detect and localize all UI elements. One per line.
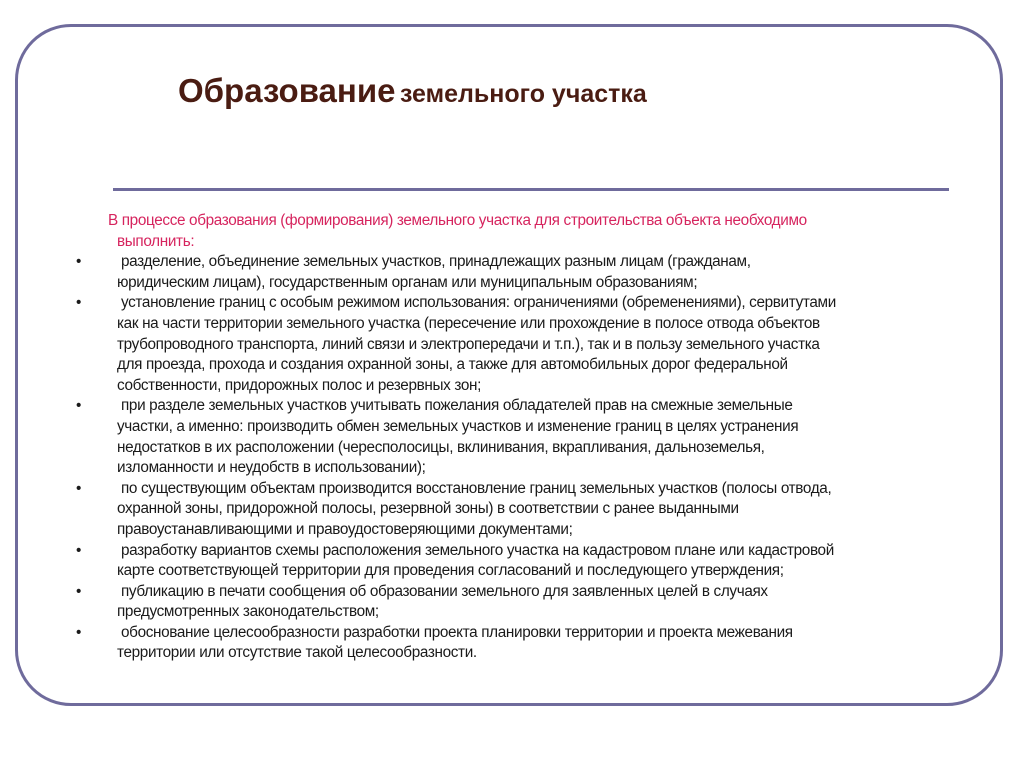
list-item-line: публикацию в печати сообщения об образовании земельного для заявленных целей в случаях (121, 582, 768, 600)
list-item-line: при разделе земельных участков учитывать пожелания обладателей прав на смежные земельные (121, 397, 793, 415)
list-item-line: предусмотренных законодательством; (117, 603, 379, 621)
list-item-line: изломанности и неудобств в использовании); (117, 459, 426, 477)
list-item-line: правоустанавливающими и правоудостоверяющими документами; (117, 520, 573, 538)
list-item (0, 541, 1024, 582)
title-sub: земельного участка (399, 80, 647, 108)
bullet-icon: • (76, 294, 82, 312)
bullet-icon: • (76, 541, 82, 559)
list-item-line: как на части территории земельного участка (пересечение или прохождение в полосе отвода объектов (117, 314, 820, 332)
intro-line: выполнить: (117, 232, 195, 250)
list-item-line: разработку вариантов схемы расположения земельного участка на кадастровом плане или кадастровой (121, 541, 834, 559)
list-item-line: участки, а именно: производить обмен земельных участков и изменение границ в целях устранения (117, 417, 799, 435)
list-item (0, 396, 1024, 478)
list-item-line: обоснование целесообразности разработки проекта планировки территории и проекта межевания (121, 623, 793, 641)
list-item (0, 479, 1024, 541)
bullet-icon: • (76, 479, 82, 497)
list-item-line: для проезда, прохода и создания охранной зоны, а также для автомобильных дорог федеральной (117, 356, 788, 374)
title-main: Образование (178, 72, 396, 109)
title-divider (113, 188, 949, 191)
slide-title (178, 72, 647, 110)
list-item-line: собственности, придорожных полос и резервных зон; (117, 376, 481, 394)
list-item-line: по существующим объектам производится восстановление границ земельных участков (полосы отвода, (121, 479, 832, 497)
bullet-icon: • (76, 397, 82, 415)
bullet-icon: • (76, 582, 82, 600)
list-item-line: юридическим лицам), государственным органам или муниципальным образованиям; (117, 273, 698, 291)
list-item (0, 623, 1024, 664)
intro-line: В процессе образования (формирования) земельного участка для строительства объекта необходимо (108, 212, 807, 229)
list-item-line: установление границ с особым режимом использования: ограничениями (обременениями), сервитутами (121, 294, 836, 312)
list-item-line: трубопроводного транспорта, линий связи и электропередачи и т.п.), так и в пользу земельного участка (117, 335, 820, 353)
list-item (0, 293, 1024, 396)
slide-body (0, 211, 1024, 664)
list-item-line: охранной зоны, придорожной полосы, резервной зоны) в соответствии с ранее выданными (117, 500, 739, 518)
bullet-list (0, 252, 1024, 664)
bullet-icon: • (76, 253, 82, 271)
list-item-line: карте соответствующей территории для проведения согласований и последующего утверждения; (117, 562, 784, 580)
intro-text (0, 211, 1024, 252)
list-item-line: разделение, объединение земельных участков, принадлежащих разным лицам (гражданам, (121, 253, 751, 271)
list-item-line: недостатков в их расположении (чересполосицы, вклинивания, вкрапливания, дальноземелья, (117, 438, 765, 456)
list-item (0, 582, 1024, 623)
list-item (0, 252, 1024, 293)
list-item-line: территории или отсутствие такой целесообразности. (117, 644, 477, 662)
bullet-icon: • (76, 623, 82, 641)
